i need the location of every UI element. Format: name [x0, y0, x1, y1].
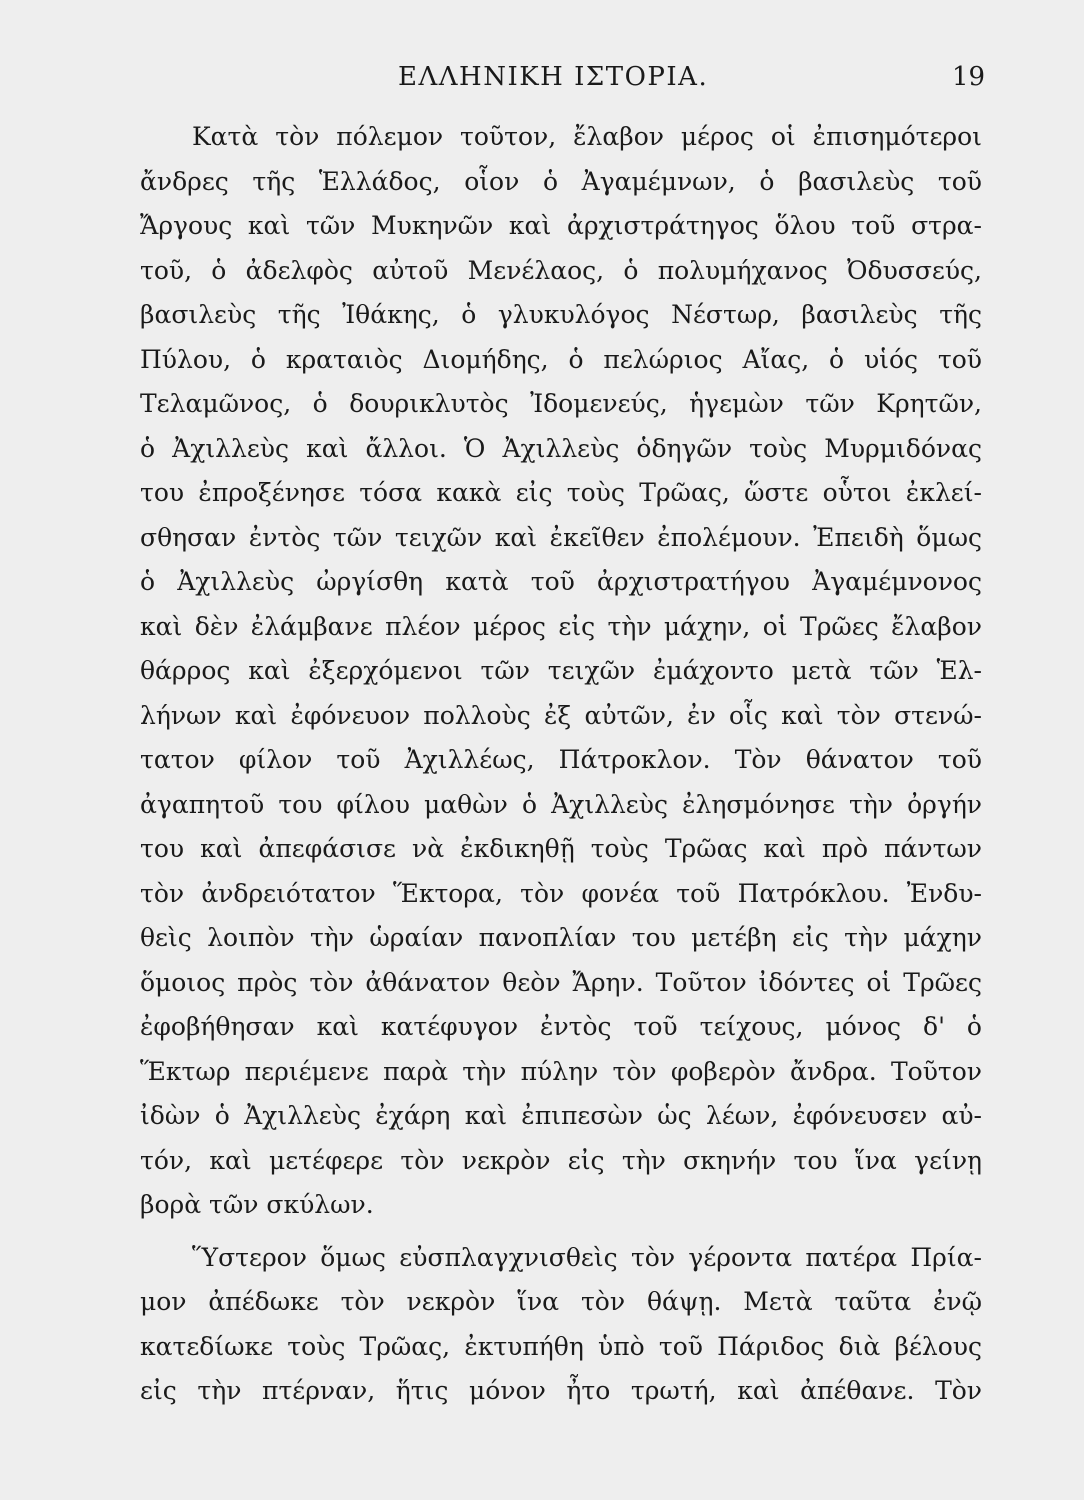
- text-line: Ὕστερον ὅμως εὐσπλαγχνισθεὶς τὸν γέροντα πατέρα Πρία-: [192, 1242, 982, 1272]
- text-line: ὁ Ἀχιλλεὺς καὶ ἄλλοι. Ὁ Ἀχιλλεὺς ὁδηγῶν τοὺς Μυρμιδόνας: [140, 433, 982, 463]
- text-line: λήνων καὶ ἐφόνευον πολλοὺς ἐξ αὐτῶν, ἐν οἷς καὶ τὸν στενώ-: [140, 700, 982, 730]
- body-text: [140, 115, 982, 1414]
- running-title: ΕΛΛΗΝΙΚΗ ΙΣΤΟΡΙΑ.: [398, 62, 709, 92]
- text-line: ὅμοιος πρὸς τὸν ἀθάνατον θεὸν Ἄρην. Τοῦτον ἰδόντες οἱ Τρῶες: [140, 967, 982, 997]
- text-line: βορὰ τῶν σκύλων.: [140, 1190, 374, 1219]
- paragraph-1: [140, 115, 982, 1228]
- text-line: του καὶ ἀπεφάσισε νὰ ἐκδικηθῇ τοὺς Τρῶας καὶ πρὸ πάντων: [140, 834, 982, 863]
- text-line: θάρρος καὶ ἐξερχόμενοι τῶν τειχῶν ἐμάχοντο μετὰ τῶν Ἑλ-: [140, 656, 982, 685]
- page-number: 19: [952, 62, 986, 92]
- text-line: ἀγαπητοῦ του φίλου μαθὼν ὁ Ἀχιλλεὺς ἐλησμόνησε τὴν ὀργήν: [140, 789, 982, 819]
- text-line: βασιλεὺς τῆς Ἰθάκης, ὁ γλυκυλόγος Νέστωρ, βασιλεὺς τῆς: [140, 300, 982, 329]
- text-line: Ἕκτωρ περιέμενε παρὰ τὴν πύλην τὸν φοβερὸν ἄνδρα. Τοῦτον: [140, 1056, 982, 1086]
- text-line: Τελαμῶνος, ὁ δουρικλυτὸς Ἰδομενεύς, ἡγεμὼν τῶν Κρητῶν,: [140, 389, 982, 418]
- running-head: [0, 62, 1084, 102]
- text-line: ἄνδρες τῆς Ἑλλάδος, οἷον ὁ Ἀγαμέμνων, ὁ βασιλεὺς τοῦ: [140, 166, 982, 196]
- text-line: ἐφοβήθησαν καὶ κατέφυγον ἐντὸς τοῦ τείχους, μόνος δ' ὁ: [140, 1012, 982, 1041]
- text-line: θεὶς λοιπὸν τὴν ὡραίαν πανοπλίαν του μετέβη εἰς τὴν μάχην: [140, 923, 982, 952]
- text-line: Κατὰ τὸν πόλεμον τοῦτον, ἔλαβον μέρος οἱ ἐπισημότεροι: [192, 122, 982, 151]
- text-line: τὸν ἀνδρειότατον Ἕκτορα, τὸν φονέα τοῦ Πατρόκλου. Ἐνδυ-: [140, 878, 982, 908]
- text-line: τόν, καὶ μετέφερε τὸν νεκρὸν εἰς τὴν σκηνήν του ἵνα γείνῃ: [140, 1145, 982, 1175]
- paragraph-2: [140, 1236, 982, 1414]
- text-line: του ἐπροξένησε τόσα κακὰ εἰς τοὺς Τρῶας, ὥστε οὗτοι ἐκλεί-: [140, 478, 982, 507]
- text-line: τατον φίλον τοῦ Ἀχιλλέως, Πάτροκλον. Τὸν θάνατον τοῦ: [140, 745, 982, 774]
- text-line: εἰς τὴν πτέρναν, ἥτις μόνον ἦτο τρωτή, καὶ ἀπέθανε. Τὸν: [140, 1376, 982, 1405]
- text-line: ἰδὼν ὁ Ἀχιλλεὺς ἐχάρη καὶ ἐπιπεσὼν ὡς λέων, ἐφόνευσεν αὐ-: [140, 1101, 982, 1130]
- text-line: μον ἀπέδωκε τὸν νεκρὸν ἵνα τὸν θάψῃ. Μετὰ ταῦτα ἐνῷ: [140, 1287, 982, 1316]
- text-line: τοῦ, ὁ ἀδελφὸς αὐτοῦ Μενέλαος, ὁ πολυμήχανος Ὀδυσσεύς,: [140, 255, 982, 285]
- text-line: σθησαν ἐντὸς τῶν τειχῶν καὶ ἐκεῖθεν ἐπολέμουν. Ἐπειδὴ ὅμως: [140, 522, 982, 552]
- text-line: Ἄργους καὶ τῶν Μυκηνῶν καὶ ἀρχιστράτηγος ὅλου τοῦ στρα-: [140, 211, 982, 240]
- text-line: ὁ Ἀχιλλεὺς ὠργίσθη κατὰ τοῦ ἀρχιστρατήγου Ἀγαμέμνονος: [140, 567, 982, 596]
- text-line: κατεδίωκε τοὺς Τρῶας, ἐκτυπήθη ὑπὸ τοῦ Πάριδος διὰ βέλους: [140, 1331, 982, 1361]
- text-line: καὶ δὲν ἐλάμβανε πλέον μέρος εἰς τὴν μάχην, οἱ Τρῶες ἔλαβον: [140, 611, 982, 641]
- text-line: Πύλου, ὁ κραταιὸς Διομήδης, ὁ πελώριος Αἴας, ὁ υἱός τοῦ: [140, 344, 982, 374]
